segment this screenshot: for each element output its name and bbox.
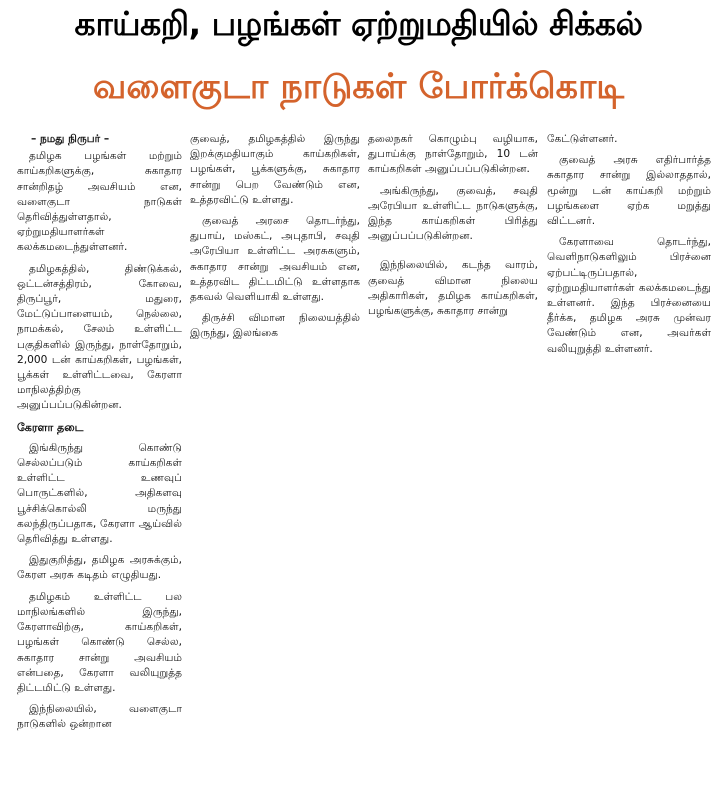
paragraph: கேரளாவை தொடர்ந்து, வெளிநாடுகளிலும் பிரச்னை ஏற்பட்டிருப்பதால், ஏற்றுமதியாளர்கள் கலக்கமடைந்து உள்ளனர். இந்த பிரச்னையை தீர்க்க, தமிழக அரசு முன்வர வேண்டும் என, அவர்கள் வலியுறுத்தி உள்ளனர். bbox=[547, 236, 711, 355]
paragraph: இந்நிலையில், வளைகுடா நாடுகளில் ஒன்றான bbox=[17, 703, 182, 731]
paragraph: தமிழகத்தில், திண்டுக்கல், ஒட்டன்சத்திரம், கோவை, திருப்பூர், மதுரை, மேட்டுப்பாளையம், நெல்லை, நாமக்கல், சேலம் உள்ளிட்ட பகுதிகளில் இருந்து, நாள்தோறும், 2,000 டன் காய்கறிகள், பழங்கள், பூக்கள் உள்ளிட்டவை, கேரளா மாநிலத்திற்கு அனுப்பப்படுகின்றன. bbox=[17, 262, 182, 412]
paragraph: இங்கிருந்து கொண்டு செல்லப்படும் காய்கறிகள் உள்ளிட்ட உணவுப் பொருட்களில், அதிகளவு பூச்சிக்கொல்லி மருந்து கலந்திருப்பதாக, கேரளா ஆய்வில் தெரிவித்து உள்ளது. bbox=[17, 441, 182, 546]
paragraph: தமிழக பழங்கள் மற்றும் காய்கறிகளுக்கு, சுகாதார சான்றிதழ் அவசியம் என, வளைகுடா நாடுகள் தெரிவித்துள்ளதால், ஏற்றுமதியாளர்கள் கலக்கமடைந்துள்ளனர். bbox=[17, 150, 182, 254]
subheadline: வளைகுடா நாடுகள் போர்க்கொடி bbox=[92, 67, 625, 107]
paragraph: கேட்டுள்ளனர். bbox=[547, 133, 618, 145]
paragraph: குவைத் அரசை தொடர்ந்து, துபாய், மஸ்கட், அபுதாபி, சவுதி அரேபியா உள்ளிட்ட அரசுகளும், சுகாதார சான்று அவசியம் என, உத்தரவிட திட்டமிட்டு உள்ளதாக தகவல் வெளியாகி உள்ளது. bbox=[190, 215, 360, 304]
headline: காய்கறி, பழங்கள் ஏற்றுமதியில் சிக்கல் bbox=[74, 4, 643, 43]
article-column-1 bbox=[17, 132, 182, 788]
article-column-2 bbox=[190, 132, 360, 788]
paragraph: குவைத், தமிழகத்தில் இருந்து இறக்குமதியாகும் காய்கறிகள், பழங்கள், பூக்களுக்கு, சுகாதார சான்று பெற வேண்டும் என, உத்தரவிட்டு உள்ளது. bbox=[190, 133, 360, 206]
paragraph: தலைநகர் கொழும்பு வழியாக, துபாய்க்கு நாள்தோறும், 10 டன் காய்கறிகள் அனுப்பப்படுகின்றன. bbox=[368, 133, 538, 176]
byline: – நமது நிருபர் – bbox=[31, 133, 110, 145]
section-subtitle: கேரளா தடை bbox=[17, 420, 84, 434]
paragraph: குவைத் அரசு எதிர்பார்த்த சுகாதார சான்று இல்லாததால், மூன்று டன் காய்கறி மற்றும் பழங்களை ஏற்க மறுத்து விட்டனர். bbox=[547, 154, 711, 228]
paragraph: தமிழகம் உள்ளிட்ட பல மாநிலங்களில் இருந்து, கேரளாவிற்கு, காய்கறிகள், பழங்கள் கொண்டு செல்ல, சுகாதார சான்று அவசியம் என்பதை, கேரளா வலியுறுத்த திட்டமிட்டு உள்ளது. bbox=[17, 590, 182, 694]
paragraph: இந்நிலையில், கடந்த வாரம், குவைத் விமான நிலைய அதிகாரிகள், தமிழக காய்கறிகள், பழங்களுக்கு, சுகாதார சான்று bbox=[368, 259, 538, 318]
paragraph: அங்கிருந்து, குவைத், சவுதி அரேபியா உள்ளிட்ட நாடுகளுக்கு, இந்த காய்கறிகள் பிரித்து அனுப்பப்படுகின்றன. bbox=[368, 184, 538, 243]
article-column-4 bbox=[547, 132, 711, 788]
paragraph: திருச்சி விமான நிலையத்தில் இருந்து, இலங்கை bbox=[190, 312, 360, 340]
article-column-3 bbox=[368, 132, 538, 788]
paragraph: இதுகுறித்து, தமிழக அரசுக்கும், கேரள அரசு கடிதம் எழுதியது. bbox=[17, 554, 182, 582]
